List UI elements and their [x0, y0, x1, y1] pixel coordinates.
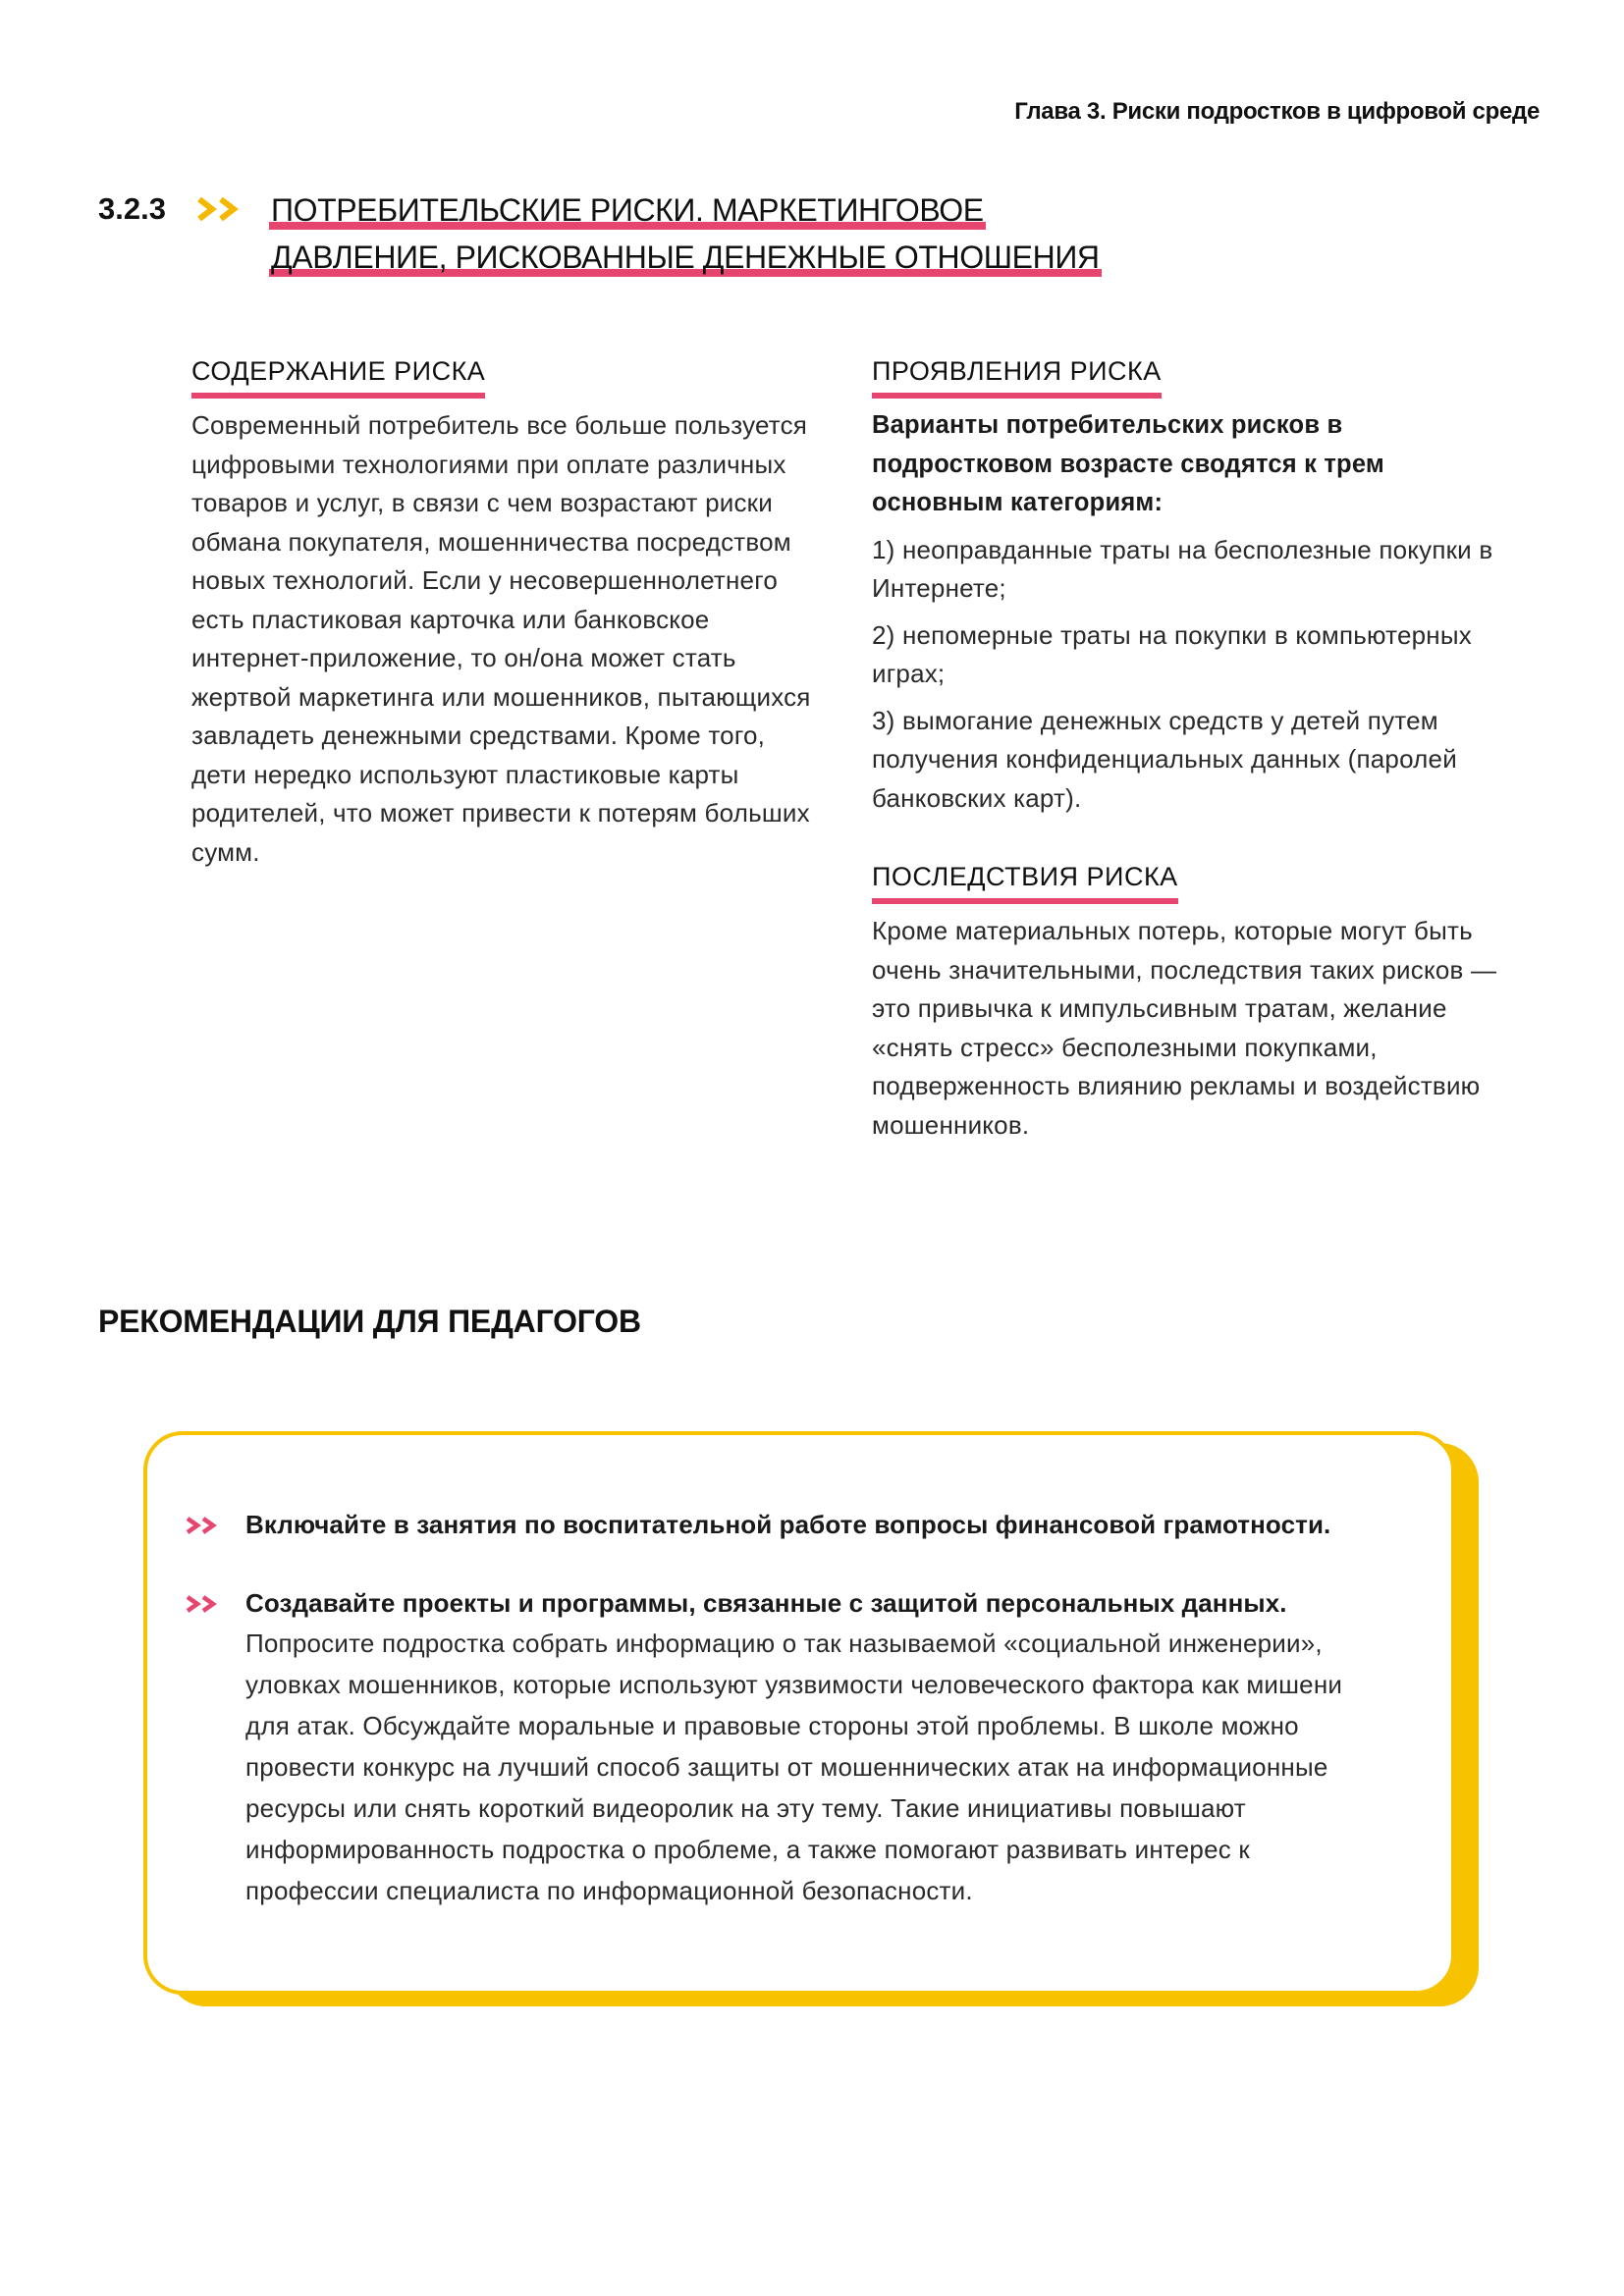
section-title-line: ДАВЛЕНИЕ, РИСКОВАННЫЕ ДЕНЕЖНЫЕ ОТНОШЕНИЯ — [271, 240, 1100, 275]
section-number: 3.2.3 — [98, 191, 166, 226]
double-chevron-right-icon — [196, 187, 265, 232]
section-heading — [98, 187, 1100, 281]
recommendations-heading: РЕКОМЕНДАЦИИ ДЛЯ ПЕДАГОГОВ — [98, 1304, 641, 1339]
risk-content-column — [191, 355, 820, 872]
risk-manifestation-item: 3) вымогание денежных средств у детей путем получения конфиденциальных данных (паролей банковских карт). — [872, 705, 1457, 813]
risk-manifestation-item: 2) непомерные траты на покупки в компьютерных играх; — [872, 619, 1472, 688]
risk-manifestations-heading: ПРОЯВЛЕНИЯ РИСКА — [872, 355, 1162, 399]
recommendation-title: Включайте в занятия по воспитательной работе вопросы финансовой грамотности. — [245, 1510, 1331, 1539]
double-chevron-right-icon — [185, 1584, 245, 1623]
double-chevron-right-icon — [185, 1506, 245, 1544]
risk-content-text: Современный потребитель все больше пользуется цифровыми технологиями при оплате различных товаров и услуг, в связи с чем возрастают риски обмана покупателя, мошенничества посредством новых технологий. Если у несовершеннолетнего есть пластиковая карточка или банковское интернет-приложение, то он/она может стать жертвой маркетинга или мошенников, пытающихся завладеть денежными средствами. Кроме того, дети нередко используют пластиковые карты родителей, что может привести к потерям больших сумм. — [191, 410, 811, 867]
recommendation-item — [185, 1506, 1382, 1544]
risk-consequences-text: Кроме материальных потерь, которые могут быть очень значительными, последствия таких рисков — это привычка к импульсивным тратам, желание «снять стресс» бесполезными покупками, подверженность влиянию рекламы и воздействию мошенников. — [872, 916, 1497, 1140]
running-header: Глава 3. Риски подростков в цифровой среде — [1014, 98, 1540, 125]
recommendation-title: Создавайте проекты и программы, связанные с защитой персональных данных. — [245, 1588, 1287, 1618]
section-title-line: ПОТРЕБИТЕЛЬСКИЕ РИСКИ. МАРКЕТИНГОВОЕ — [271, 192, 984, 228]
risk-manifestations-intro: Варианты потребительских рисков в подростковом возрасте сводятся к трем основным категориям: — [872, 411, 1384, 516]
recommendation-body: Попросите подростка собрать информацию о так называемой «социальной инженерии», уловках мошенников, которые используют уязвимости человеческого фактора как мишени для атак. Обсуждайте моральные и правовые стороны этой проблемы. В школе можно провести конкурс на лучший способ защиты от мошеннических атак на информационные ресурсы или снять короткий видеоролик на эту тему. Такие инициативы повышают информированность подростка о проблеме, а также помогают развивать интерес к профессии специалиста по информационной безопасности. — [245, 1629, 1343, 1905]
section-title — [271, 187, 1100, 281]
risk-content-heading: СОДЕРЖАНИЕ РИСКА — [191, 355, 485, 399]
risk-right-column — [872, 355, 1500, 1145]
recommendation-item — [185, 1584, 1382, 1911]
risk-manifestation-item: 1) неоправданные траты на бесполезные покупки в Интернете; — [872, 534, 1493, 603]
recommendations-box — [143, 1431, 1455, 1995]
risk-consequences-heading: ПОСЛЕДСТВИЯ РИСКА — [872, 861, 1178, 904]
